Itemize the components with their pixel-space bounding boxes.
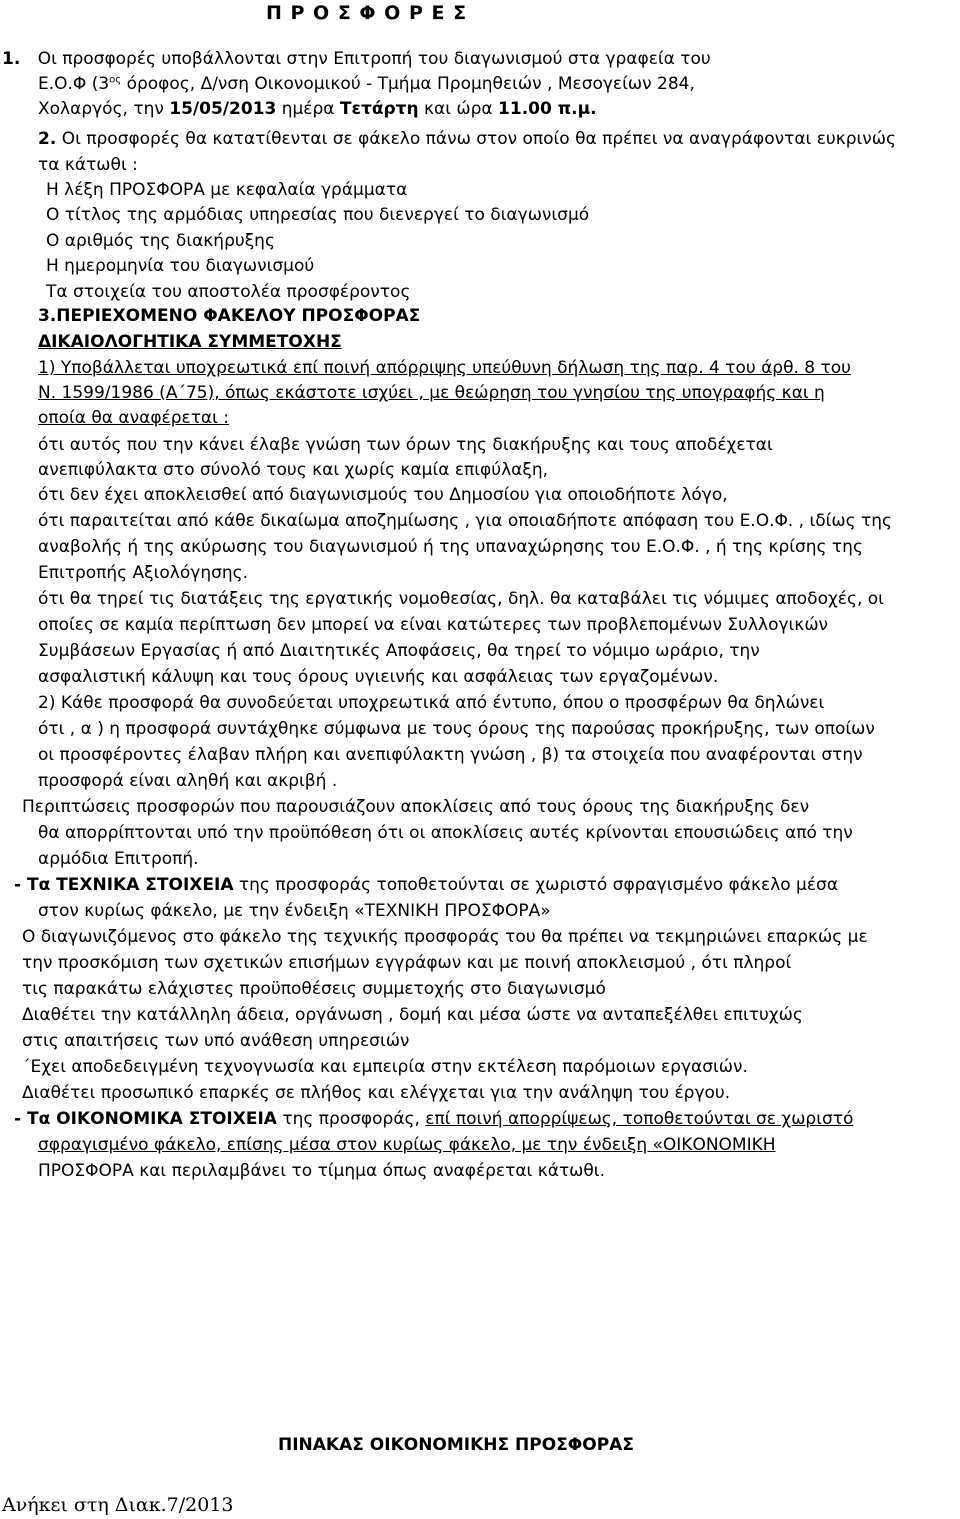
envelope-item-date: Η ημερομηνία του διαγωνισμού <box>46 256 315 276</box>
financial-heading: Τα ΟΙΚΟΝΟΜΙΚΑ ΣΤΟΙΧΕΙΑ <box>26 1109 277 1129</box>
financial-line3: ΠΡΟΣΦΟΡΑ και περιλαμβάνει το τίμημα όπως αναφέρεται κάτωθι. <box>38 1161 605 1181</box>
envelope-item-title: Ο τίτλος της αρμόδιας υπηρεσίας που διενεργεί το διαγωνισμό <box>46 205 590 225</box>
envelope-item-sender: Τα στοιχεία του αποστολέα προσφέροντος <box>46 282 411 302</box>
technical-line2: στον κυρίως φάκελο, με την ένδειξη «ΤΕΧΝΙΚΗ ΠΡΟΣΦΟΡΑ» <box>38 901 551 921</box>
financial-dash: - <box>14 1109 27 1129</box>
item2-line1 <box>38 128 896 150</box>
para1-line4: ότι αυτός που την κάνει έλαβε γνώση των όρων της διακήρυξης και τους αποδέχεται <box>38 435 773 455</box>
item1-line2 <box>38 73 695 95</box>
document-heading: Π Ρ Ο Σ Φ Ο Ρ Ε Σ <box>266 2 468 24</box>
para3-line3: αρμόδια Επιτροπή. <box>38 849 199 869</box>
para1-line6: ότι δεν έχει αποκλεισθεί από διαγωνισμούς του Δημοσίου για οποιοδήποτε λόγο, <box>38 485 728 505</box>
para1-line8: αναβολής ή της ακύρωσης του διαγωνισμού ή της υπαναχώρησης του Ε.Ο.Φ. , ή της κρίσης της <box>38 537 863 557</box>
para1-line11: οποίες σε καμία περίπτωση δεν μπορεί να είναι κατώτερες των προβλεπομένων Συλλογικών <box>38 615 829 635</box>
envelope-item-offer: Η λέξη ΠΡΟΣΦΟΡΑ με κεφαλαία γράμματα <box>46 180 408 200</box>
footer-note: Ανήκει στη Διακ.7/2013 <box>2 1494 234 1516</box>
technical-text-1: της προσφοράς τοποθετούνται σε χωριστό σφραγισμένο φάκελο μέσα <box>233 875 839 895</box>
financial-text-underlined: επί ποινή απορρίψεως, τοποθετούνται σε χωριστό <box>425 1109 854 1129</box>
technical-line8: ΄Εχει αποδεδειγμένη τεχνογνωσία και εμπειρία στην εκτέλεση παρόμοιων εργασιών. <box>22 1057 748 1077</box>
para1-line12: Συμβάσεων Εργασίας ή από Διαιτητικές Αποφάσεις, θα τηρεί το νόμιμο ωράριο, την <box>38 641 760 661</box>
para1-line2: Ν. 1599/1986 (Α΄75), όπως εκάστοτε ισχύει , με θεώρηση του γνησίου της υπογραφής και η <box>38 383 825 403</box>
submission-time: 11.00 π.μ. <box>498 99 597 119</box>
para1-line9: Επιτροπής Αξιολόγησης. <box>38 563 249 583</box>
table-title: ΠΙΝΑΚΑΣ ΟΙΚΟΝΟΜΙΚΗΣ ΠΡΟΣΦΟΡΑΣ <box>278 1435 634 1455</box>
floor-superscript: ος <box>109 74 122 86</box>
technical-line6: Διαθέτει την κατάλληλη άδεια, οργάνωση , δομή και μέσα ώστε να ανταπεξέλθει επιτυχώς <box>22 1005 803 1025</box>
item2-text-1: Οι προσφορές θα κατατίθενται σε φάκελο πάνω στον οποίο θα πρέπει να αναγράφονται ευκρινώς <box>61 129 896 149</box>
para3-line2: θα απορρίπτονται υπό την προϋπόθεση ότι οι αποκλίσεις αυτές κρίνονται επουσιώδεις από την <box>38 823 853 843</box>
para2-line2: ότι , α ) η προσφορά συντάχθηκε σύμφωνα με τους όρους της παρούσας προκήρυξης, των οποίων <box>38 719 875 739</box>
technical-dash: - <box>14 875 27 895</box>
item1-text-3c: και ώρα <box>418 99 499 119</box>
item1-line1 <box>2 48 711 70</box>
item2-number: 2. <box>38 129 57 149</box>
technical-line1 <box>14 874 838 896</box>
technical-line7: στις απαιτήσεις των υπό ανάθεση υπηρεσιών <box>22 1031 410 1051</box>
item1-text-3b: ημέρα <box>276 99 340 119</box>
item1-line3 <box>38 98 597 120</box>
item1-text-3a: Χολαργός, την <box>38 99 170 119</box>
technical-heading: Τα ΤΕΧΝΙΚΑ ΣΤΟΙΧΕΙΑ <box>26 875 234 895</box>
para3-line1: Περιπτώσεις προσφορών που παρουσιάζουν αποκλίσεις από τους όρους της διακήρυξης δεν <box>22 797 810 817</box>
item2-line2: τα κάτωθι : <box>38 155 138 175</box>
technical-line4: την προσκόμιση των σχετικών επισήμων εγγράφων και με ποινή αποκλεισμού , ότι πληροί <box>22 953 792 973</box>
submission-day: Τετάρτη <box>339 99 419 119</box>
para2-line3: οι προσφέροντες έλαβαν πλήρη και ανεπιφύλακτη γνώση , β) τα στοιχεία που αναφέρονται στην <box>38 745 863 765</box>
para1-line13: ασφαλιστική κάλυψη και τους όρους υγιεινής και ασφάλειας των εργαζομένων. <box>38 667 719 687</box>
envelope-item-number: Ο αριθμός της διακήρυξης <box>46 231 275 251</box>
para1-line3: οποία θα αναφέρεται : <box>38 408 230 428</box>
item3-subtitle: ΔΙΚΑΙΟΛΟΓΗΤΙΚΑ ΣΥΜΜΕΤΟΧΗΣ <box>38 332 342 352</box>
financial-line1 <box>14 1108 853 1130</box>
item1-text-2b: όροφος, Δ/νση Οικονομικού - Τμήμα Προμηθειών , Μεσογείων 284, <box>121 74 695 94</box>
financial-text-1: της προσφοράς, <box>276 1109 426 1129</box>
technical-line5: τις παρακάτω ελάχιστες προϋποθέσεις συμμετοχής στο διαγωνισμό <box>22 979 606 999</box>
technical-line9: Διαθέτει προσωπικό επαρκές σε πλήθος και ελέγχεται για την ανάληψη του έργου. <box>22 1083 731 1103</box>
financial-line2: σφραγισμένο φάκελο, επίσης μέσα στον κυρίως φάκελο, με την ένδειξη «ΟΙΚΟΝΟΜΙΚΗ <box>38 1135 776 1155</box>
item1-number: 1. <box>2 49 21 69</box>
para2-line1: 2) Κάθε προσφορά θα συνοδεύεται υποχρεωτικά από έντυπο, όπου ο προσφέρων θα δηλώνει <box>38 693 825 713</box>
para2-line4: προσφορά είναι αληθή και ακριβή . <box>38 771 338 791</box>
para1-line10: ότι θα τηρεί τις διατάξεις της εργατικής νομοθεσίας, δηλ. θα καταβάλει τις νόμιμες αποδοχές, οι <box>38 589 884 609</box>
para1-line7: ότι παραιτείται από κάθε δικαίωμα αποζημίωσης , για οποιαδήποτε απόφαση του Ε.Ο.Φ. , ιδίως της <box>38 511 893 531</box>
item1-text-2a: Ε.Ο.Φ (3 <box>38 74 110 94</box>
para1-line1: 1) Υποβάλλεται υποχρεωτικά επί ποινή απόρριψης υπεύθυνη δήλωση της παρ. 4 του άρθ. 8 του <box>38 358 852 378</box>
technical-line3: Ο διαγωνιζόμενος στο φάκελο της τεχνικής προσφοράς του θα πρέπει να τεκμηριώνει επαρκώς με <box>22 927 868 947</box>
item1-text-1: Οι προσφορές υποβάλλονται στην Επιτροπή του διαγωνισμού στα γραφεία του <box>37 49 711 69</box>
item3-title: 3.ΠΕΡΙΕΧΟΜΕΝΟ ΦΑΚΕΛΟΥ ΠΡΟΣΦΟΡΑΣ <box>38 306 421 326</box>
para1-line5: ανεπιφύλακτα στο σύνολό τους και χωρίς καμία επιφύλαξη, <box>38 460 549 480</box>
submission-date: 15/05/2013 <box>169 99 277 119</box>
